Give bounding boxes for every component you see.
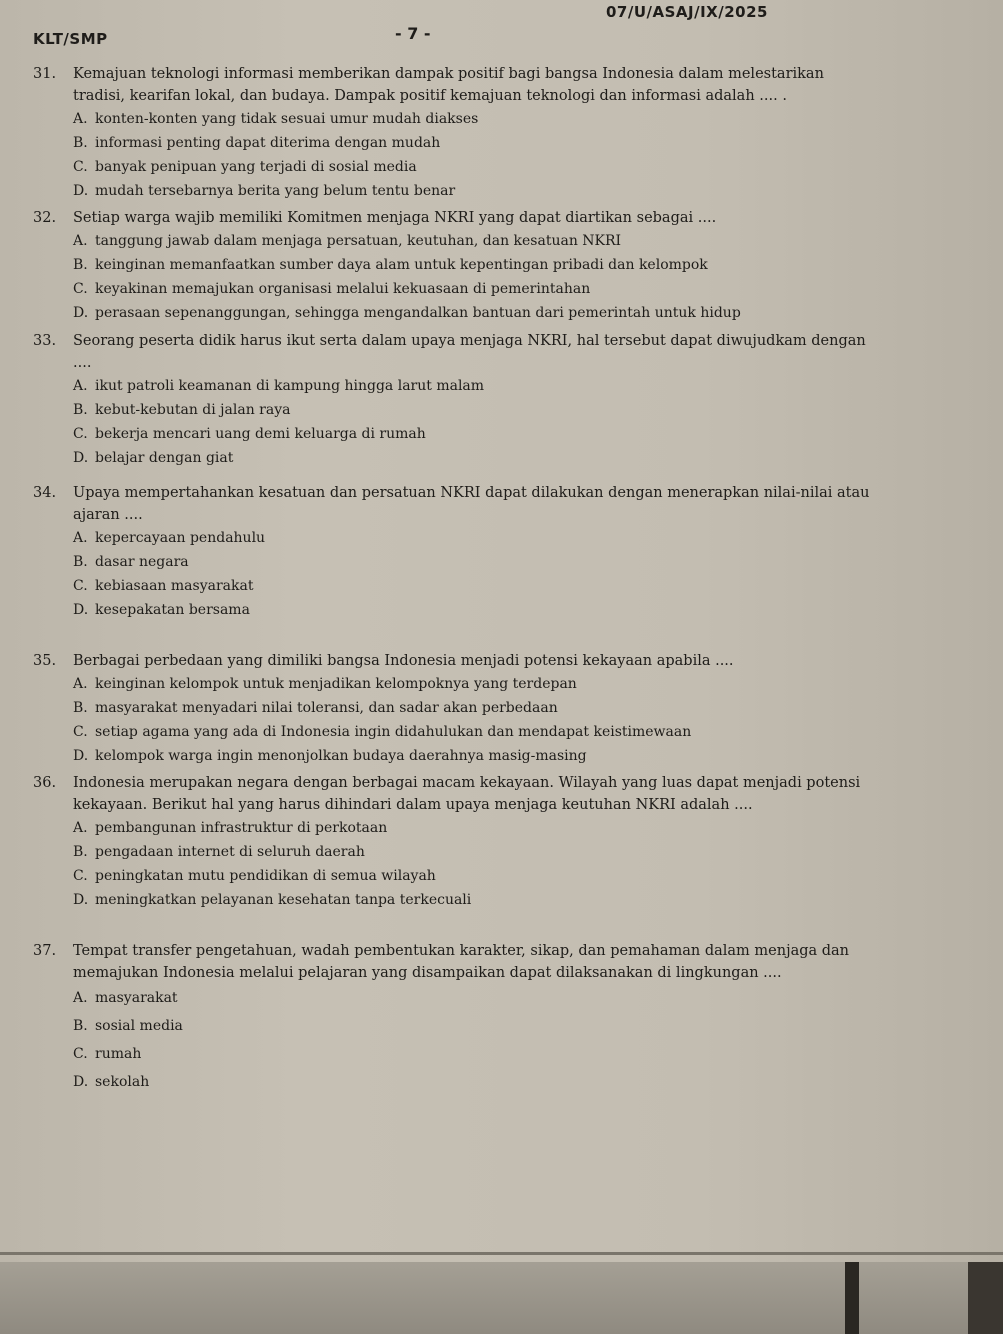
option-c: C. bekerja mencari uang demi keluarga di rumah [73,426,426,442]
question-number: 36. [33,775,57,791]
option-list [73,229,913,325]
question-text: Kemajuan teknologi informasi memberikan dampak positif bagi bangsa Indonesia dalam melestarikan tradisi, kearifan lokal, dan budaya. Dampak positif kemajuan teknologi dan informasi adalah .... . [73,66,824,104]
question-text: Tempat transfer pengetahuan, wadah pembentukan karakter, sikap, dan pemahaman dalam menjaga dan memajukan Indonesia melalui pelajaran yang disampaikan dapat dilaksanakan di lingkungan .... [73,943,850,981]
question-number: 35. [33,653,57,669]
option-c: C. keyakinan memajukan organisasi melalui kekuasaan di pemerintahan [73,281,591,297]
option-d: D. mudah tersebarnya berita yang belum tentu benar [73,183,456,199]
option-list [73,672,913,768]
option-d: D. perasaan sepenanggungan, sehingga mengandalkan bantuan dari pemerintah untuk hidup [73,305,741,321]
dark-edge [968,1255,1003,1334]
option-d: D. meningkatkan pelayanan kesehatan tanpa terkecuali [73,892,472,908]
option-b: B. kebut-kebutan di jalan raya [73,402,291,418]
option-a: A. ikut patroli keamanan di kampung hingga larut malam [73,378,485,394]
question-number: 37. [33,943,57,959]
option-c: C. kebiasaan masyarakat [73,578,254,594]
question-number: 31. [33,66,57,82]
question-34 [33,482,893,622]
option-c: C. rumah [73,1046,142,1062]
header-school-code: KLT/SMP [33,30,108,48]
page-number: - 7 - [395,24,431,43]
question-37 [33,940,913,1096]
option-a: A. kepercayaan pendahulu [73,530,266,546]
option-b: B. keinginan memanfaatkan sumber daya alam untuk kepentingan pribadi dan kelompok [73,257,708,273]
option-list [73,984,913,1096]
option-a: A. pembangunan infrastruktur di perkotaan [73,820,388,836]
option-d: D. kesepakatan bersama [73,602,250,618]
option-list [73,374,873,470]
question-text: Upaya mempertahankan kesatuan dan persatuan NKRI dapat dilakukan dengan menerapkan nilai-nilai atau ajaran .... [73,485,870,523]
question-33 [33,330,873,470]
option-list [73,526,893,622]
document-code: 07/U/ASAJ/IX/2025 [606,3,768,21]
question-number: 33. [33,333,57,349]
question-number: 34. [33,485,57,501]
option-b: B. dasar negara [73,554,189,570]
option-c: C. peningkatan mutu pendidikan di semua wilayah [73,868,436,884]
option-a: A. masyarakat [73,990,178,1006]
question-35 [33,650,913,768]
question-number: 32. [33,210,57,226]
question-36 [33,772,903,912]
option-d: D. belajar dengan giat [73,450,234,466]
option-b: B. masyarakat menyadari nilai toleransi, dan sadar akan perbedaan [73,700,558,716]
question-32 [33,207,913,325]
dark-gap [845,1255,859,1334]
option-c: C. setiap agama yang ada di Indonesia ingin didahulukan dan mendapat keistimewaan [73,724,692,740]
question-text: Setiap warga wajib memiliki Komitmen menjaga NKRI yang dapat diartikan sebagai .... [73,210,717,226]
option-list [73,107,863,203]
option-d: D. kelompok warga ingin menonjolkan budaya daerahnya masig-masing [73,748,587,764]
option-b: B. pengadaan internet di seluruh daerah [73,844,365,860]
option-list [73,816,903,912]
question-text: Berbagai perbedaan yang dimiliki bangsa Indonesia menjadi potensi kekayaan apabila .... [73,653,734,669]
question-text: Indonesia merupakan negara dengan berbagai macam kekayaan. Wilayah yang luas dapat menjadi potensi kekayaan. Berikut hal yang harus dihindari dalam upaya menjaga keutuhan NKRI adalah .... [73,775,861,813]
option-a: A. tanggung jawab dalam menjaga persatuan, keutuhan, dan kesatuan NKRI [73,233,622,249]
question-31 [33,63,863,203]
option-b: B. informasi penting dapat diterima dengan mudah [73,135,441,151]
option-b: B. sosial media [73,1018,183,1034]
sheet-edge-shadow [0,1252,1003,1255]
option-a: A. konten-konten yang tidak sesuai umur mudah diakses [73,111,479,127]
option-c: C. banyak penipuan yang terjadi di sosial media [73,159,417,175]
option-a: A. keinginan kelompok untuk menjadikan kelompoknya yang terdepan [73,676,577,692]
question-text: Seorang peserta didik harus ikut serta dalam upaya menjaga NKRI, hal tersebut dapat diwujudkam dengan .... [73,333,866,371]
option-d: D. sekolah [73,1074,150,1090]
